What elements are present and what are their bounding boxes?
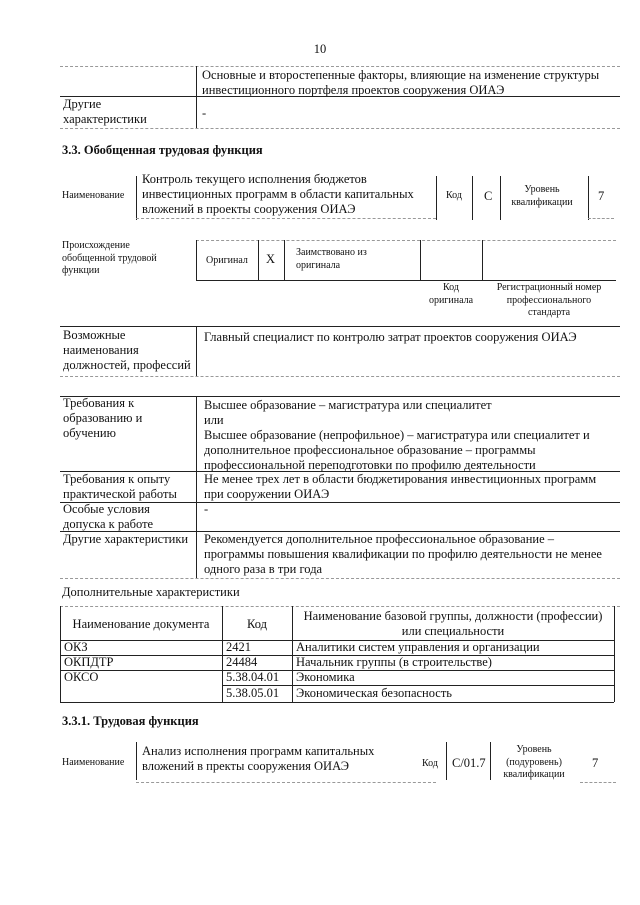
col-header-code: Код (247, 617, 267, 631)
gtf-code-label: Код (446, 190, 462, 201)
page-number: 10 (313, 42, 327, 56)
special-value: - (204, 502, 209, 516)
section-heading-3-3-1: 3.3.1. Трудовая функция (62, 714, 199, 728)
col-header-document: Наименование документа (72, 617, 210, 631)
table-row-1-doc: ОКЗ (64, 640, 88, 654)
education-label: Требования к образованию и обучению (63, 396, 143, 440)
other-characteristics-label: Другие характеристики (63, 97, 147, 126)
positions-value: Главный специалист по контролю затрат проектов сооружения ОИАЭ (204, 330, 577, 344)
reg-number-label: Регистрационный номер профессионального стандарта (496, 282, 602, 318)
section-heading-3-3: 3.3. Обобщенная трудовая функция (62, 143, 263, 157)
col-header-group: Наименование базовой группы, должности (профессии) или специальности (303, 609, 603, 638)
code-original-label: Код оригинала (428, 282, 474, 306)
table-row-2-name: Начальник группы (в строительстве) (296, 655, 492, 669)
origin-label: Происхождение обобщенной трудовой функции (62, 240, 157, 276)
tf-name-value: Анализ исполнения программ капитальных вложений в пректы сооружения ОИАЭ (142, 744, 375, 773)
special-label: Особые условия допуска к работе (63, 502, 154, 531)
original-label: Оригинал (206, 255, 248, 266)
table-row-3-name: Экономика (296, 670, 355, 684)
education-line-1: Высшее образование – магистратура или специалитет (204, 398, 492, 412)
gtf-level-label: Уровень квалификации (511, 184, 573, 208)
tf-code-value: C/01.7 (452, 756, 486, 770)
borrowed-label: Заимствовано из оригинала (296, 247, 367, 271)
gtf-name-label: Наименование (62, 190, 125, 201)
table-row-2-doc: ОКПДТР (64, 655, 114, 669)
table-row-1-code: 2421 (226, 640, 251, 654)
table-row-3-doc: ОКСО (64, 670, 99, 684)
education-line-3: Высшее образование (непрофильное) – магистратура или специалитет и дополнительное профессиональное образование – программы профессиональной переподготовки по профилю деятельности (204, 428, 590, 472)
other-characteristics-value: - (202, 106, 207, 120)
table-row-4-name: Экономическая безопасность (296, 686, 452, 700)
other-label: Другие характеристики (63, 532, 189, 546)
experience-value: Не менее трех лет в области бюджетирования инвестиционных программ при сооружении ОИАЭ (204, 472, 597, 501)
other-value: Рекомендуется дополнительное профессиональное образование – программы повышения квалификации по профилю деятельности не менее одного раза в три года (204, 532, 602, 576)
table-row-2-code: 24484 (226, 655, 258, 669)
tf-level-value: 7 (592, 756, 599, 770)
tf-level-label: Уровень (подуровень) квалификации (503, 744, 565, 780)
additional-title: Дополнительные характеристики (62, 585, 240, 599)
education-line-2: или (204, 413, 224, 427)
gtf-code-value: C (484, 189, 493, 203)
positions-label: Возможные наименования должностей, профессий (63, 328, 191, 372)
table-row-4-code: 5.38.05.01 (226, 686, 280, 700)
gtf-name-value: Контроль текущего исполнения бюджетов инвестиционных программ в области капитальных вложений в проекты сооружения ОИАЭ (142, 172, 414, 216)
gtf-level-value: 7 (598, 189, 605, 203)
tf-code-label: Код (422, 758, 438, 769)
table-row-1-name: Аналитики систем управления и организации (296, 640, 540, 654)
tf-name-label: Наименование (62, 757, 125, 768)
original-mark: X (266, 252, 276, 266)
factors-text: Основные и второстепенные факторы, влияющие на изменение структуры инвестиционного портфеля проектов сооружения ОИАЭ (202, 68, 600, 97)
table-row-3-code: 5.38.04.01 (226, 670, 280, 684)
experience-label: Требования к опыту практической работы (63, 472, 177, 501)
